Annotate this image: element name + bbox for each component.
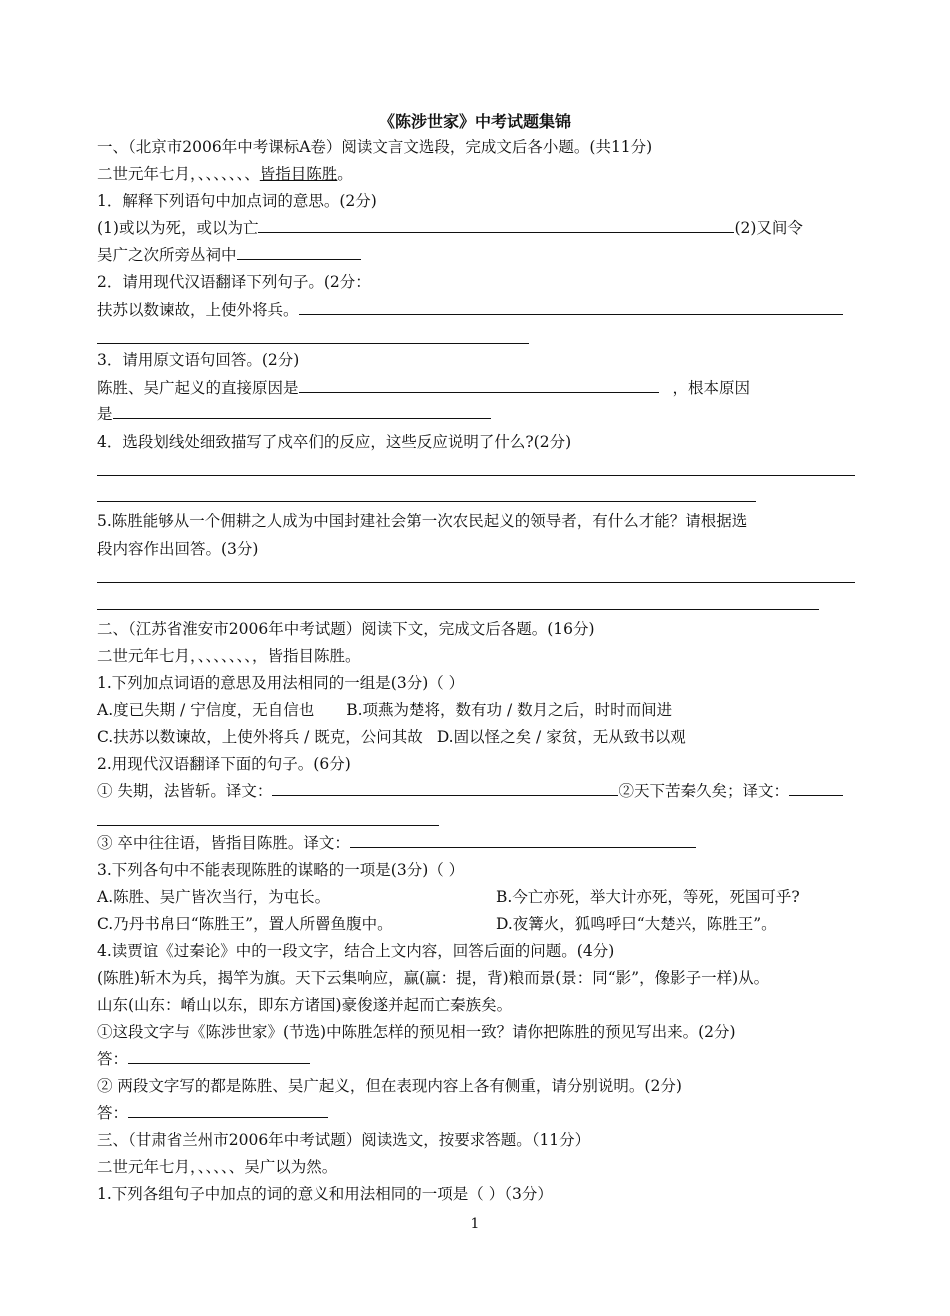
answer-line[interactable]: [97, 501, 756, 502]
section-1-passage: 二世元年七月，、、、、、、、皆指目陈胜。: [97, 165, 353, 183]
s2-question-4-answer-2: 答：: [97, 1103, 328, 1123]
s1-question-1: 1．解释下列语句中加点词的意思。(2分): [97, 192, 377, 210]
s1-question-3-line-1: 陈胜、吴广起义的直接原因是 ，根本原因: [97, 379, 751, 397]
s1-question-1-line-2: 吴广之次所旁丛祠中: [97, 245, 361, 265]
section-3-passage: 二世元年七月，、、、、、吴广以为然。: [97, 1158, 338, 1176]
page-number: 1: [470, 1216, 480, 1232]
s2-question-3-options-ab: [97, 887, 800, 907]
s1-question-1-line-1: (1)或以为死，或以为亡 (2)又间令: [97, 219, 803, 237]
document-title: 《陈涉世家》中考试题集锦: [378, 112, 571, 131]
answer-line[interactable]: [97, 582, 855, 583]
answer-line[interactable]: [97, 475, 855, 476]
answer-blank[interactable]: [299, 378, 659, 393]
underlined-phrase: 皆指目陈胜: [259, 165, 338, 183]
option-a[interactable]: A.陈胜、吴广皆次当行，为屯长。: [97, 888, 331, 906]
s1-question-2: 2．请用现代汉语翻译下列句子。(2分：: [97, 273, 371, 291]
option-d[interactable]: D.固以怪之矣 / 家贫，无从致书以观: [436, 728, 686, 746]
s2-question-1: 1.下列加点词语的意思及用法相同的一组是(3分)（ ）: [97, 674, 465, 692]
answer-blank[interactable]: [258, 218, 734, 233]
s2-question-4: 4.读贾谊《过秦论》中的一段文字，结合上文内容，回答后面的问题。(4分): [97, 942, 615, 960]
s1-question-5-line-1: 5.陈胜能够从一个佣耕之人成为中国封建社会第一次农民起义的领导者，有什么才能？请根据选: [97, 512, 748, 530]
s2-question-4-excerpt-1: (陈胜)斩木为兵，揭竿为旗。天下云集响应，赢(赢：提，背)粮而景(景：同“影”，像影子一样)从。: [97, 969, 770, 987]
section-3-header: 三、（甘肃省兰州市2006年中考试题）阅读选文，按要求答题。（11分）: [97, 1131, 591, 1149]
answer-blank[interactable]: [350, 833, 696, 848]
answer-blank[interactable]: [299, 300, 843, 315]
s1-question-2-line: 扶苏以数谏故，上使外将兵。: [97, 300, 843, 320]
section-1-header: 一、（北京市2006年中考课标A卷）阅读文言文选段，完成文后各小题。(共11分): [97, 138, 653, 156]
s2-question-2-line-1: ① 失期，法皆斩。译文： ②天下苦秦久矣；译文：: [97, 781, 843, 801]
answer-blank[interactable]: [789, 781, 843, 796]
option-b[interactable]: B.今亡亦死，举大计亦死，等死，死国可乎?: [496, 888, 800, 906]
s2-question-2-line-2: ③ 卒中往往语，皆指目陈胜。译文：: [97, 833, 696, 853]
s2-question-4-part-1: ①这段文字与《陈涉世家》(节选)中陈胜怎样的预见相一致？请你把陈胜的预见写出来。(2分): [97, 1023, 736, 1041]
answer-blank[interactable]: [128, 1103, 328, 1118]
s2-question-4-answer-1: 答：: [97, 1049, 310, 1069]
s2-question-4-excerpt-2: 山东(山东：崤山以东，即东方诸国)豪俊遂并起而亡秦族矣。: [97, 996, 513, 1014]
s3-question-1: 1.下列各组句子中加点的词的意义和用法相同的一项是（ ）（3分）: [97, 1185, 553, 1203]
s2-question-4-part-2: ② 两段文字写的都是陈胜、吴广起义，但在表现内容上各有侧重，请分别说明。(2分): [97, 1077, 682, 1095]
s2-question-3: 3.下列各句中不能表现陈胜的谋略的一项是(3分)（ ）: [97, 861, 465, 879]
s1-question-3-line-2: 是: [97, 404, 491, 424]
answer-blank[interactable]: [128, 1049, 310, 1064]
section-2-passage: 二世元年七月，、、、、、、、，皆指目陈胜。: [97, 647, 361, 665]
answer-line[interactable]: [97, 825, 439, 826]
option-a[interactable]: A.度已失期 / 宁信度，无自信也: [97, 701, 315, 719]
s2-question-2: 2.用现代汉语翻译下面的句子。(6分): [97, 755, 351, 773]
s1-question-4: 4．选段划线处细致描写了戍卒们的反应，这些反应说明了什么?(2分): [97, 433, 572, 451]
s2-question-1-options-ab: [97, 700, 672, 720]
s2-question-3-options-cd: [97, 914, 777, 934]
answer-line[interactable]: [97, 609, 819, 610]
option-b[interactable]: B.项燕为楚将，数有功 / 数月之后，时时而间进: [346, 701, 673, 719]
answer-blank[interactable]: [237, 245, 361, 260]
s2-question-1-options-cd: [97, 727, 686, 747]
option-c[interactable]: C.乃丹书帛曰“陈胜王”，置人所罾鱼腹中。: [97, 915, 393, 933]
option-c[interactable]: C.扶苏以数谏故，上使外将兵 / 既克，公问其故: [97, 728, 423, 746]
s1-question-3: 3．请用原文语句回答。(2分): [97, 351, 300, 369]
answer-line[interactable]: [97, 343, 529, 344]
section-2-header: 二、（江苏省淮安市2006年中考试题）阅读下文，完成文后各题。(16分): [97, 620, 595, 638]
s1-question-5-line-2: 段内容作出回答。(3分): [97, 540, 259, 558]
option-d[interactable]: D.夜篝火，狐鸣呼曰“大楚兴，陈胜王”。: [496, 915, 777, 933]
answer-blank[interactable]: [272, 781, 618, 796]
answer-blank[interactable]: [113, 404, 491, 419]
